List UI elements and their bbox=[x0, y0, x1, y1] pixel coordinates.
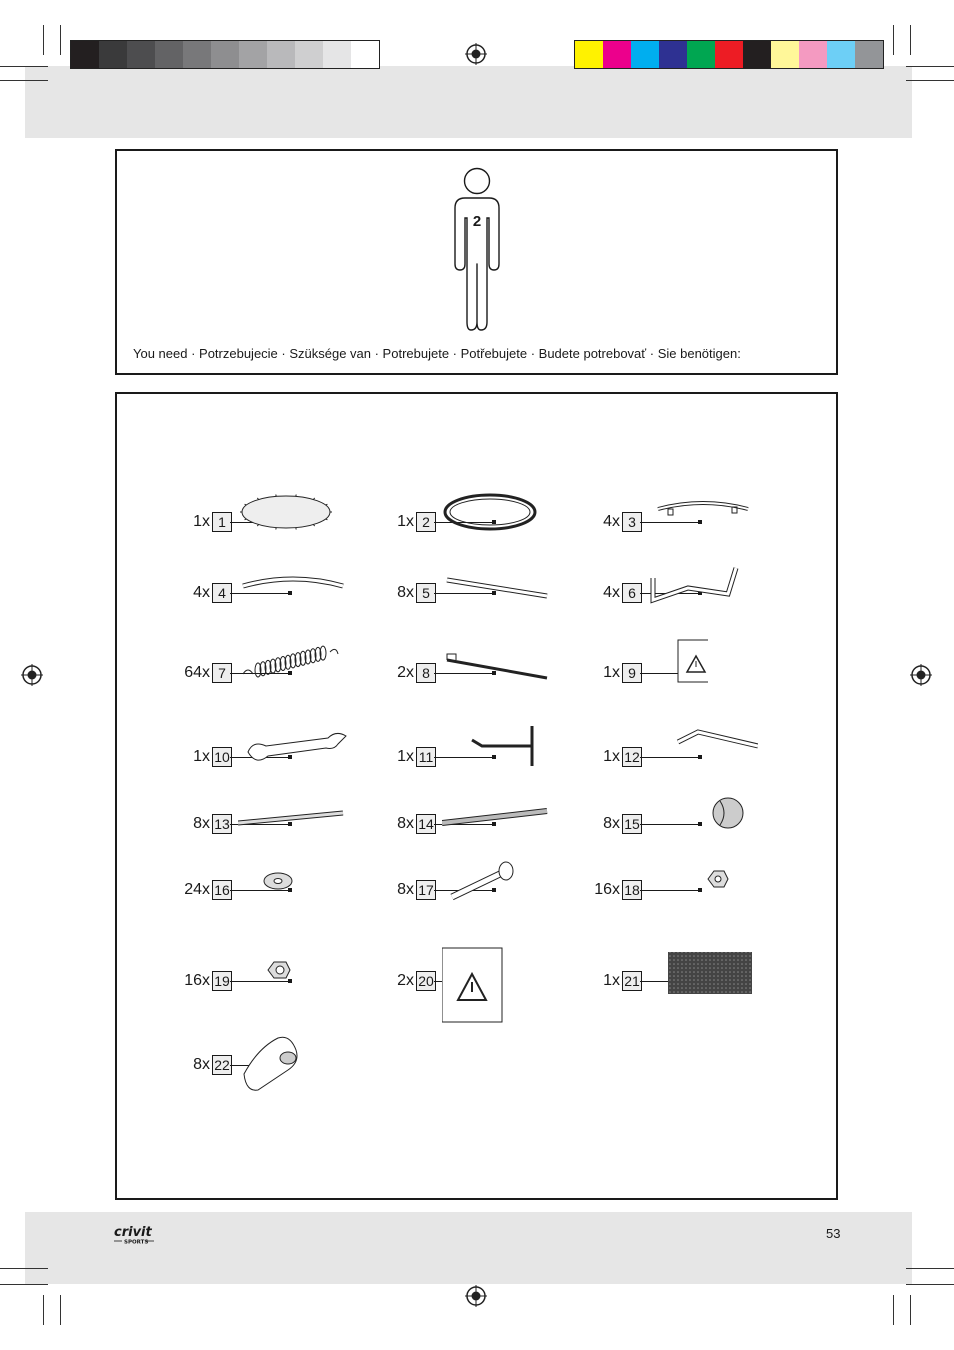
part-quantity: 1x bbox=[603, 748, 620, 765]
part-item bbox=[520, 583, 750, 663]
part-number: 18 bbox=[622, 880, 642, 900]
part-quantity: 1x bbox=[603, 664, 620, 681]
warning-sign-large-icon bbox=[442, 946, 522, 1031]
part-quantity: 4x bbox=[603, 513, 620, 530]
part-quantity: 8x bbox=[397, 815, 414, 832]
part-quantity: 8x bbox=[603, 815, 620, 832]
people-count: 2 bbox=[472, 213, 482, 230]
color-swatch bbox=[603, 41, 631, 68]
part-quantity: 16x bbox=[594, 881, 620, 898]
part-quantity: 2x bbox=[397, 664, 414, 681]
part-number: 11 bbox=[416, 747, 436, 767]
part-number: 22 bbox=[212, 1055, 232, 1075]
part-quantity: 4x bbox=[603, 584, 620, 601]
color-swatch bbox=[295, 41, 323, 68]
hex-key-icon bbox=[648, 722, 758, 777]
svg-text:crivit: crivit bbox=[114, 1225, 152, 1240]
part-number: 7 bbox=[212, 663, 232, 683]
registration-mark-icon bbox=[465, 1285, 487, 1307]
warning-sign-small-icon bbox=[648, 638, 708, 693]
part-quantity: 8x bbox=[193, 1056, 210, 1073]
part-quantity: 8x bbox=[397, 881, 414, 898]
part-number: 14 bbox=[416, 814, 436, 834]
person-icon bbox=[443, 166, 511, 332]
color-swatch bbox=[211, 41, 239, 68]
color-swatch bbox=[155, 41, 183, 68]
part-number: 13 bbox=[212, 814, 232, 834]
nut-icon bbox=[648, 855, 758, 910]
color-swatch bbox=[827, 41, 855, 68]
part-number: 20 bbox=[416, 971, 436, 991]
you-need-caption: You need · Potrzebujecie · Szüksége van · Potrebujete · Potřebujete · Budete potrebovať · Sie benötigen: bbox=[133, 346, 741, 361]
page-number: 53 bbox=[826, 1226, 841, 1241]
color-swatch bbox=[743, 41, 771, 68]
color-swatch bbox=[239, 41, 267, 68]
color-swatch bbox=[799, 41, 827, 68]
part-quantity: 24x bbox=[184, 881, 210, 898]
color-swatch bbox=[351, 41, 379, 68]
t-connector-icon bbox=[238, 1030, 348, 1115]
part-quantity: 1x bbox=[397, 513, 414, 530]
color-swatch bbox=[99, 41, 127, 68]
part-number: 8 bbox=[416, 663, 436, 683]
part-number: 17 bbox=[416, 880, 436, 900]
part-number: 16 bbox=[212, 880, 232, 900]
color-swatch bbox=[323, 41, 351, 68]
process-color-bar bbox=[574, 40, 884, 69]
part-item bbox=[110, 1055, 340, 1135]
grayscale-color-bar bbox=[70, 40, 380, 69]
part-number: 3 bbox=[622, 512, 642, 532]
part-number: 12 bbox=[622, 747, 642, 767]
footer-band bbox=[25, 1212, 912, 1284]
svg-text:SPORTS: SPORTS bbox=[124, 1239, 149, 1246]
part-quantity: 8x bbox=[193, 815, 210, 832]
part-item bbox=[520, 971, 750, 1051]
part-quantity: 4x bbox=[193, 584, 210, 601]
part-quantity: 1x bbox=[603, 972, 620, 989]
part-number: 6 bbox=[622, 583, 642, 603]
part-quantity: 16x bbox=[184, 972, 210, 989]
part-number: 5 bbox=[416, 583, 436, 603]
part-number: 9 bbox=[622, 663, 642, 683]
part-number: 10 bbox=[212, 747, 232, 767]
color-swatch bbox=[855, 41, 883, 68]
part-quantity: 8x bbox=[397, 584, 414, 601]
part-quantity: 1x bbox=[193, 748, 210, 765]
color-swatch bbox=[127, 41, 155, 68]
color-swatch bbox=[631, 41, 659, 68]
color-swatch bbox=[715, 41, 743, 68]
part-quantity: 1x bbox=[397, 748, 414, 765]
part-number: 2 bbox=[416, 512, 436, 532]
registration-mark-icon bbox=[465, 43, 487, 65]
part-number: 4 bbox=[212, 583, 232, 603]
color-swatch bbox=[267, 41, 295, 68]
color-swatch bbox=[183, 41, 211, 68]
part-number: 1 bbox=[212, 512, 232, 532]
color-swatch bbox=[687, 41, 715, 68]
pole-cap-icon bbox=[648, 789, 758, 844]
color-swatch bbox=[659, 41, 687, 68]
part-quantity: 64x bbox=[184, 664, 210, 681]
part-number: 19 bbox=[212, 971, 232, 991]
safety-net-icon bbox=[648, 946, 758, 1011]
leg-base-icon bbox=[648, 558, 758, 623]
part-number: 21 bbox=[622, 971, 642, 991]
part-number: 15 bbox=[622, 814, 642, 834]
color-swatch bbox=[771, 41, 799, 68]
color-swatch bbox=[575, 41, 603, 68]
part-item bbox=[314, 971, 544, 1051]
registration-mark-icon bbox=[910, 664, 932, 686]
color-swatch bbox=[71, 41, 99, 68]
curved-frame-tube-icon bbox=[648, 487, 758, 532]
crivit-brand-logo bbox=[113, 1224, 161, 1246]
header-band bbox=[25, 66, 912, 138]
part-quantity: 2x bbox=[397, 972, 414, 989]
part-quantity: 1x bbox=[193, 513, 210, 530]
registration-mark-icon bbox=[21, 664, 43, 686]
